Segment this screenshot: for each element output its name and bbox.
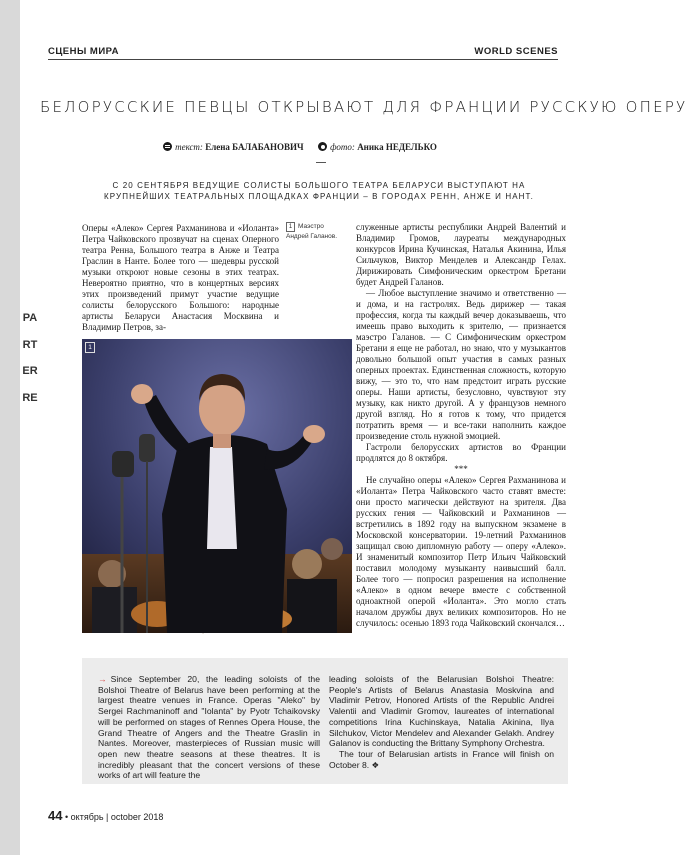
section-break: *** [454,464,468,474]
article-column-2 [356,222,566,629]
photo-caption [286,222,348,241]
paragraph: — Любое выступление значимо и ответственно — и дома, и на гастролях. Ведь дирижер — такая профессия, когда ты каждый вечер доказываешь, что имеешь право выходить к зрителю, — признается маэстро Галанов. — С Симфоническим оркестром Бретани я еще не работал, но знаю, что у музыкантов довольно большой опыт участия в самых разных оперных проектах. Единственная сложность, которую вижу, — это то, что нам предстоит играть русские оперы. Наши артисты, безусловно, чувствуют эту музыку, как никто другой. А у французов немного другой взгляд. Но я готов к тому, что придется потратить время — и все-таки наполнить каждое произведение столь нужной эмоцией. [356,288,566,441]
paragraph [98,674,320,781]
issue-date: октябрь | october 2018 [70,812,164,822]
english-text: Since September 20, the leading soloists of the Bolshoi Theatre of Belarus have been performing at the largest theatre venues in France. Operas "Aleko" by Sergei Rachmaninoff and "Iolanta" by Pyotr Tchaikovsky will be performed on stages of Rennes Opera House, the Grand Theatre of Angers and the Theatre Graslin in Nantes. Moreover, masterpieces of Russian music will open new theatre seasons at these theatres. It is incredibly pleasant that the concert versions of these works of art will feature the [98,674,320,781]
credits-divider [316,162,326,163]
photographer-label: фото: [330,142,355,152]
caption-text: Маэстро Андрей Галанов. [286,223,338,240]
photographer-name: Аника НЕДЕЛЬКО [357,142,437,152]
paragraph: служенные артисты республики Андрей Валентий и Владимир Громов, лауреаты международных конкурсов Ирина Кучинская, Наталья Акинина, Илья Сильчуков, Виктор Менделев и Александр Гелах. Дирижировать Симфоническим оркестром Бретани будет Андрей Галанов. [356,222,566,287]
header-divider [48,59,558,60]
paragraph: The tour of Belarusian artists in France will finish on October 8. ❖ [329,748,554,770]
conductor-photo [82,339,352,633]
article-credits [0,142,600,152]
text-author-icon [163,142,172,151]
english-column-1 [98,674,320,781]
english-summary-box [82,658,568,784]
page-footer [48,808,163,823]
article-lead: С 20 СЕНТЯБРЯ ВЕДУЩИЕ СОЛИСТЫ БОЛЬШОГО ТЕАТРА БЕЛАРУСИ ВЫСТУПАЮТ НА КРУПНЕЙШИХ ТЕАТРАЛЬНЫХ ПЛОЩАДКАХ ФРАНЦИИ – В ГОРОДАХ РЕНН, АНЖЕ И НАНТ. [104,181,534,201]
section-title-ru: СЦЕНЫ МИРА [48,46,120,57]
caption-number: 1 [286,222,295,232]
author-name: Елена БАЛАБАНОВИЧ [205,142,304,152]
side-strip [0,0,20,855]
section-title-en: WORLD SCENES [474,46,558,57]
paragraph: leading soloists of the Belarusian Bolshoi Theatre: People's Artists of Belarus Anastasia Moskvina and Vladimir Petrov, Honored Artists of the Republic Andrei Valentii and Vladimir Gromov, laureates of international competitions Irina Kuchinskaya, Natalia Akinina, Ilya Silchukov, Victor Mendelev and Alexander Gelakh. Andrey Galanov is conducting the Brittany Symphony Orchestra. [329,674,554,749]
article-title: БЕЛОРУССКИЕ ПЕВЦЫ ОТКРЫВАЮТ ДЛЯ ФРАНЦИИ РУССКУЮ ОПЕРУ [40,98,687,116]
arrow-icon: → [98,674,107,684]
page-number: 44 [48,808,63,823]
paragraph: Оперы «Алеко» Сергея Рахманинова и «Иоланта» Петра Чайковского прозвучат на сценах Оперного театра Ренна, Большого театра в Анже и Театра Граслин в Нанте. Более того — шедевры русской музыки откроют новые сезоны в этих театрах. Невероятно приятно, что в концертных версиях этих произведений примут участие ведущие солисты белорусского Большого: народные артисты Беларуси Анастасия Москвина и Владимир Петров, за- [82,223,279,332]
article-column-1 [82,223,279,333]
paragraph: Гастроли белорусских артистов во Франции продлятся до 8 октября. [356,442,566,463]
footer-bullet: • [64,812,69,822]
camera-icon [318,142,327,151]
author-label: текст: [175,142,203,152]
photo-number: 1 [85,342,95,353]
section-side-label: PARTERRE [22,312,38,404]
english-column-2 [329,674,554,770]
conductor-illustration [82,339,352,633]
paragraph: Не случайно оперы «Алеко» Сергея Рахманинова и «Иоланта» Петра Чайковского часто ставят вместе: они просто магически действуют на зрителя. Два русских гения — Чайковский и Рахманинов — встретились в 1892 году на выпускном экзамене в Московской консерватории. 19-летний Рахманинов защищал свою дипломную работу — оперу «Алеко». И знаменитый композитор Петр Ильич Чайковский поставил молодому музыканту наивысший балл. Более того — попросил разрешения на исполнение «Алеко» в одном вечере вместе с собственной одноактной оперой «Иоланта». Это могло стать началом дружбы двух великих композиторов. Но не случилось: осенью 1893 года Чайковский скончался… [356,475,566,628]
